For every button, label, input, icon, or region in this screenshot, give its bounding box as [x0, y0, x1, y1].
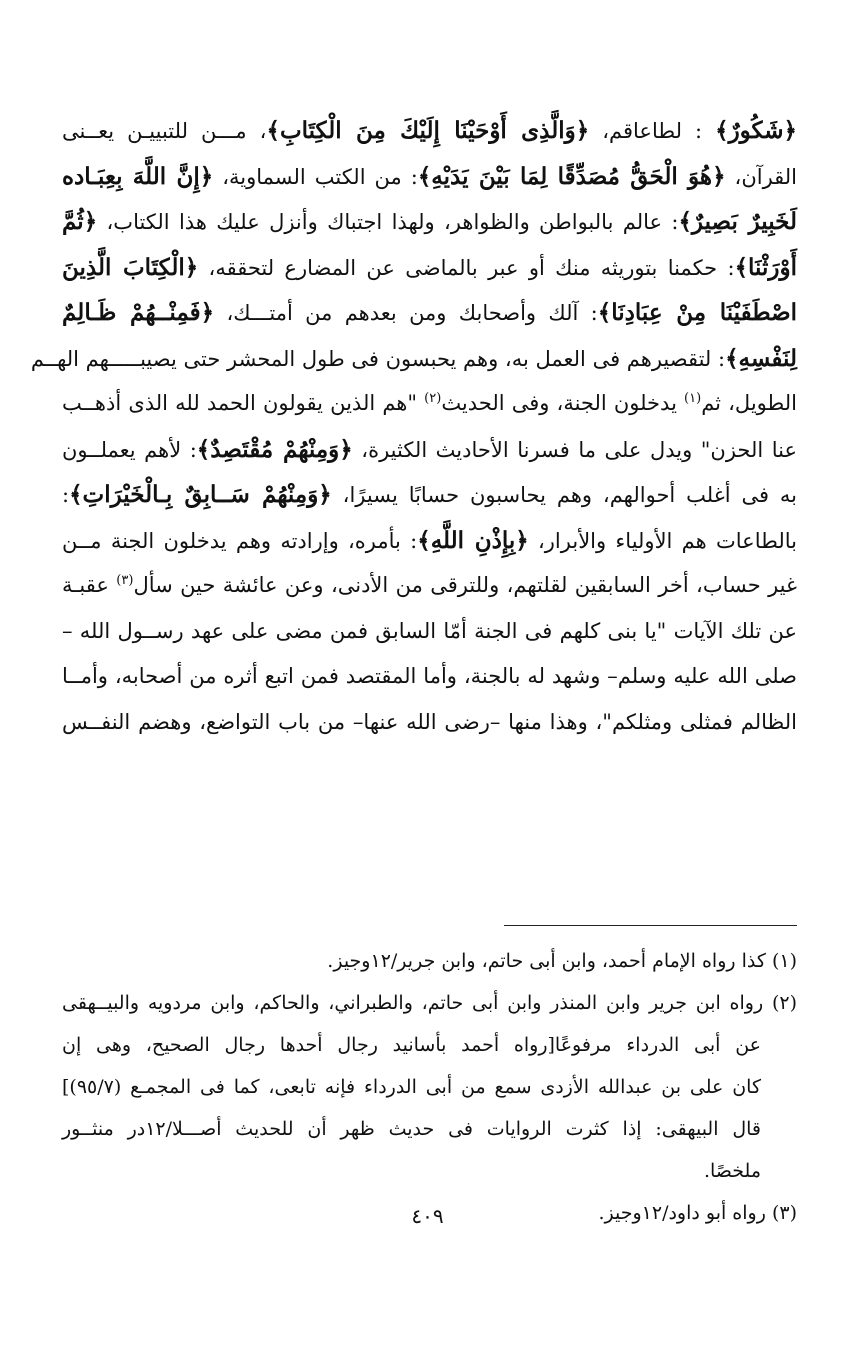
commentary-text: : بأمره، وإرادته وهم يدخلون الجنة مــن: [62, 528, 418, 553]
footnote-number: (٣): [771, 1202, 797, 1224]
commentary-text: عقبـة: [62, 573, 117, 597]
text-line: [62, 199, 797, 245]
commentary-text: : لأهم يعملــون: [62, 437, 197, 462]
commentary-text: صلى الله عليه وسلم– وشهد له بالجنة، وأما المقتصد فمن اتبع أثره من أصحابه، وأمــا: [62, 664, 797, 688]
commentary-text: : لتقصيرهم فى العمل به، وهم يحبسون فى طول المحشر حتى يصيبـــــهم الهــم: [30, 346, 726, 371]
footnote-text: عن أبى الدرداء مرفوعًا[رواه أحمد بأسانيد رجال أحدها رجال الصحيح، وهى إن: [62, 1034, 761, 1056]
text-line: [62, 563, 797, 609]
footnote-continuation: [62, 1108, 797, 1150]
text-line: [62, 154, 797, 200]
footnote-text: ملخصًا.: [703, 1160, 761, 1182]
quran-verse: ﴿وَمِنْهُمْ مُقْتَصِدٌ﴾: [196, 435, 353, 463]
footnote-continuation: [62, 1150, 797, 1192]
commentary-text: الطويل، ثم: [701, 391, 797, 415]
text-line: [62, 472, 797, 518]
commentary-text: بالطاعات هم الأولياء والأبرار،: [528, 528, 797, 553]
text-line: [62, 245, 797, 291]
footnote-text: رواه ابن جرير وابن المنذر وابن أبى حاتم، والطبراني، والحاكم، وابن مردويه والبيــهقى: [62, 992, 764, 1014]
commentary-text: عنا الحزن" ويدل على ما فسرنا الأحاديث الكثيرة،: [352, 437, 797, 462]
quran-verse: ﴿إِنَّ اللَّهَ بِعِبَـاده: [62, 162, 214, 190]
commentary-text: :: [62, 483, 70, 507]
footnote-continuation: [62, 1024, 797, 1066]
commentary-text: به فى أغلب أحوالهم، وهم يحاسبون حسابًا يسيرًا،: [331, 483, 797, 507]
book-page: [30, 108, 798, 1348]
main-text: [30, 108, 798, 745]
quran-verse: ﴿وَمِنْهُمْ سَــابِقٌ بِـالْخَيْرَاتِ﴾: [69, 481, 332, 508]
text-line: [62, 700, 797, 746]
commentary-text: عن تلك الآيات "يا بنى كلهم فى الجنة أمّا السابق فمن مضى على عهد رســول الله –: [62, 618, 797, 643]
footnote-marker: (٢): [424, 391, 442, 406]
quran-verse: لَخَبِيرٌ بَصِيرٌ﴾: [678, 208, 797, 235]
footnote-text: كذا رواه الإمام أحمد، وابن أبى حاتم، وابن جرير/١٢وجيز.: [327, 950, 766, 972]
text-line: [62, 290, 797, 336]
quran-verse: ﴿وَالَّذِى أَوْحَيْنَا إِلَيْكَ مِنَ الْكِتَابِ﴾: [266, 117, 590, 144]
quran-verse: اصْطَفَيْنَا مِنْ عِبَادِنَا﴾: [597, 299, 798, 326]
footnote-text: رواه أبو داود/١٢وجيز.: [598, 1202, 766, 1224]
commentary-text: ، مـــن للتبييـن يعــنى: [62, 119, 267, 143]
commentary-text: : حكمنا بتوريثه منك أو عبر بالماضى عن المضارع لتحققه،: [198, 255, 735, 280]
footnote-marker: (١): [684, 391, 702, 406]
quran-verse: ﴿بِإِذْنِ اللَّهِ﴾: [417, 526, 529, 554]
quran-verse: ﴿هُوَ الْحَقُّ مُصَدِّقًا لِمَا بَيْنَ يَدَيْهِ﴾: [417, 162, 726, 190]
commentary-text: غير حساب، أخر السابقين لقلتهم، وللترقى من الأدنى، وعن عائشة حين سأل: [133, 573, 798, 597]
quran-verse: لِنَفْسِهِ﴾: [725, 344, 797, 372]
page-number: ٤٠٩: [411, 1204, 444, 1228]
text-line: [62, 108, 797, 154]
footnote-text: كان على بن عبدالله الأزدى سمع من أبى الدرداء فإنه تابعى، كما فى المجمـع (٩٥/٧)]: [62, 1076, 761, 1098]
footnote-item: [62, 940, 797, 982]
text-line: [62, 654, 797, 700]
footnote-divider: [504, 925, 797, 926]
commentary-text: يدخلون الجنة، وفى الحديث: [441, 391, 685, 415]
quran-verse: ﴿شَكُورٌ﴾: [715, 117, 798, 144]
footnote-number: (٢): [771, 992, 797, 1014]
commentary-text: الظالم فمثلى ومثلكم"، وهذا منها –رضى الله عنها– من باب التواضع، وهضم النفــس: [62, 709, 797, 734]
footnote-marker: (٣): [116, 573, 134, 588]
commentary-text: القرآن،: [725, 164, 798, 189]
text-line: [62, 381, 797, 427]
text-line: [62, 518, 797, 564]
footnote-item: [62, 982, 797, 1024]
commentary-text: : آلك وأصحابك ومن بعدهم من أمتـــك،: [214, 301, 598, 325]
footnote-continuation: [62, 1066, 797, 1108]
commentary-text: "هم الذين يقولون الحمد لله الذى أذهــب: [62, 391, 425, 415]
commentary-text: : لطاعاقم،: [589, 119, 716, 143]
quran-verse: ﴿فَمِنْــهُمْ ظَـالِمٌ: [62, 299, 215, 326]
quran-verse: أَوْرَثْنَا﴾: [734, 253, 797, 281]
text-line: [62, 609, 797, 655]
commentary-text: : من الكتب السماوية،: [213, 164, 418, 189]
commentary-text: : عالم بالبواطن والظواهر، ولهذا اجتباك وأنزل عليك هذا الكتاب،: [97, 210, 679, 234]
footnotes: [62, 940, 797, 1234]
quran-verse: ﴿الْكِتَابَ الَّذِينَ: [62, 253, 199, 281]
footnote-number: (١): [771, 950, 797, 972]
quran-verse: ﴿ثُمَّ: [62, 208, 98, 235]
text-line: [62, 427, 797, 473]
footnote-text: قال البيهقى: إذا كثرت الروايات فى حديث ظهر أن للحديث أصـــلا/١٢در منثــور: [62, 1118, 761, 1140]
text-line: [30, 336, 797, 382]
